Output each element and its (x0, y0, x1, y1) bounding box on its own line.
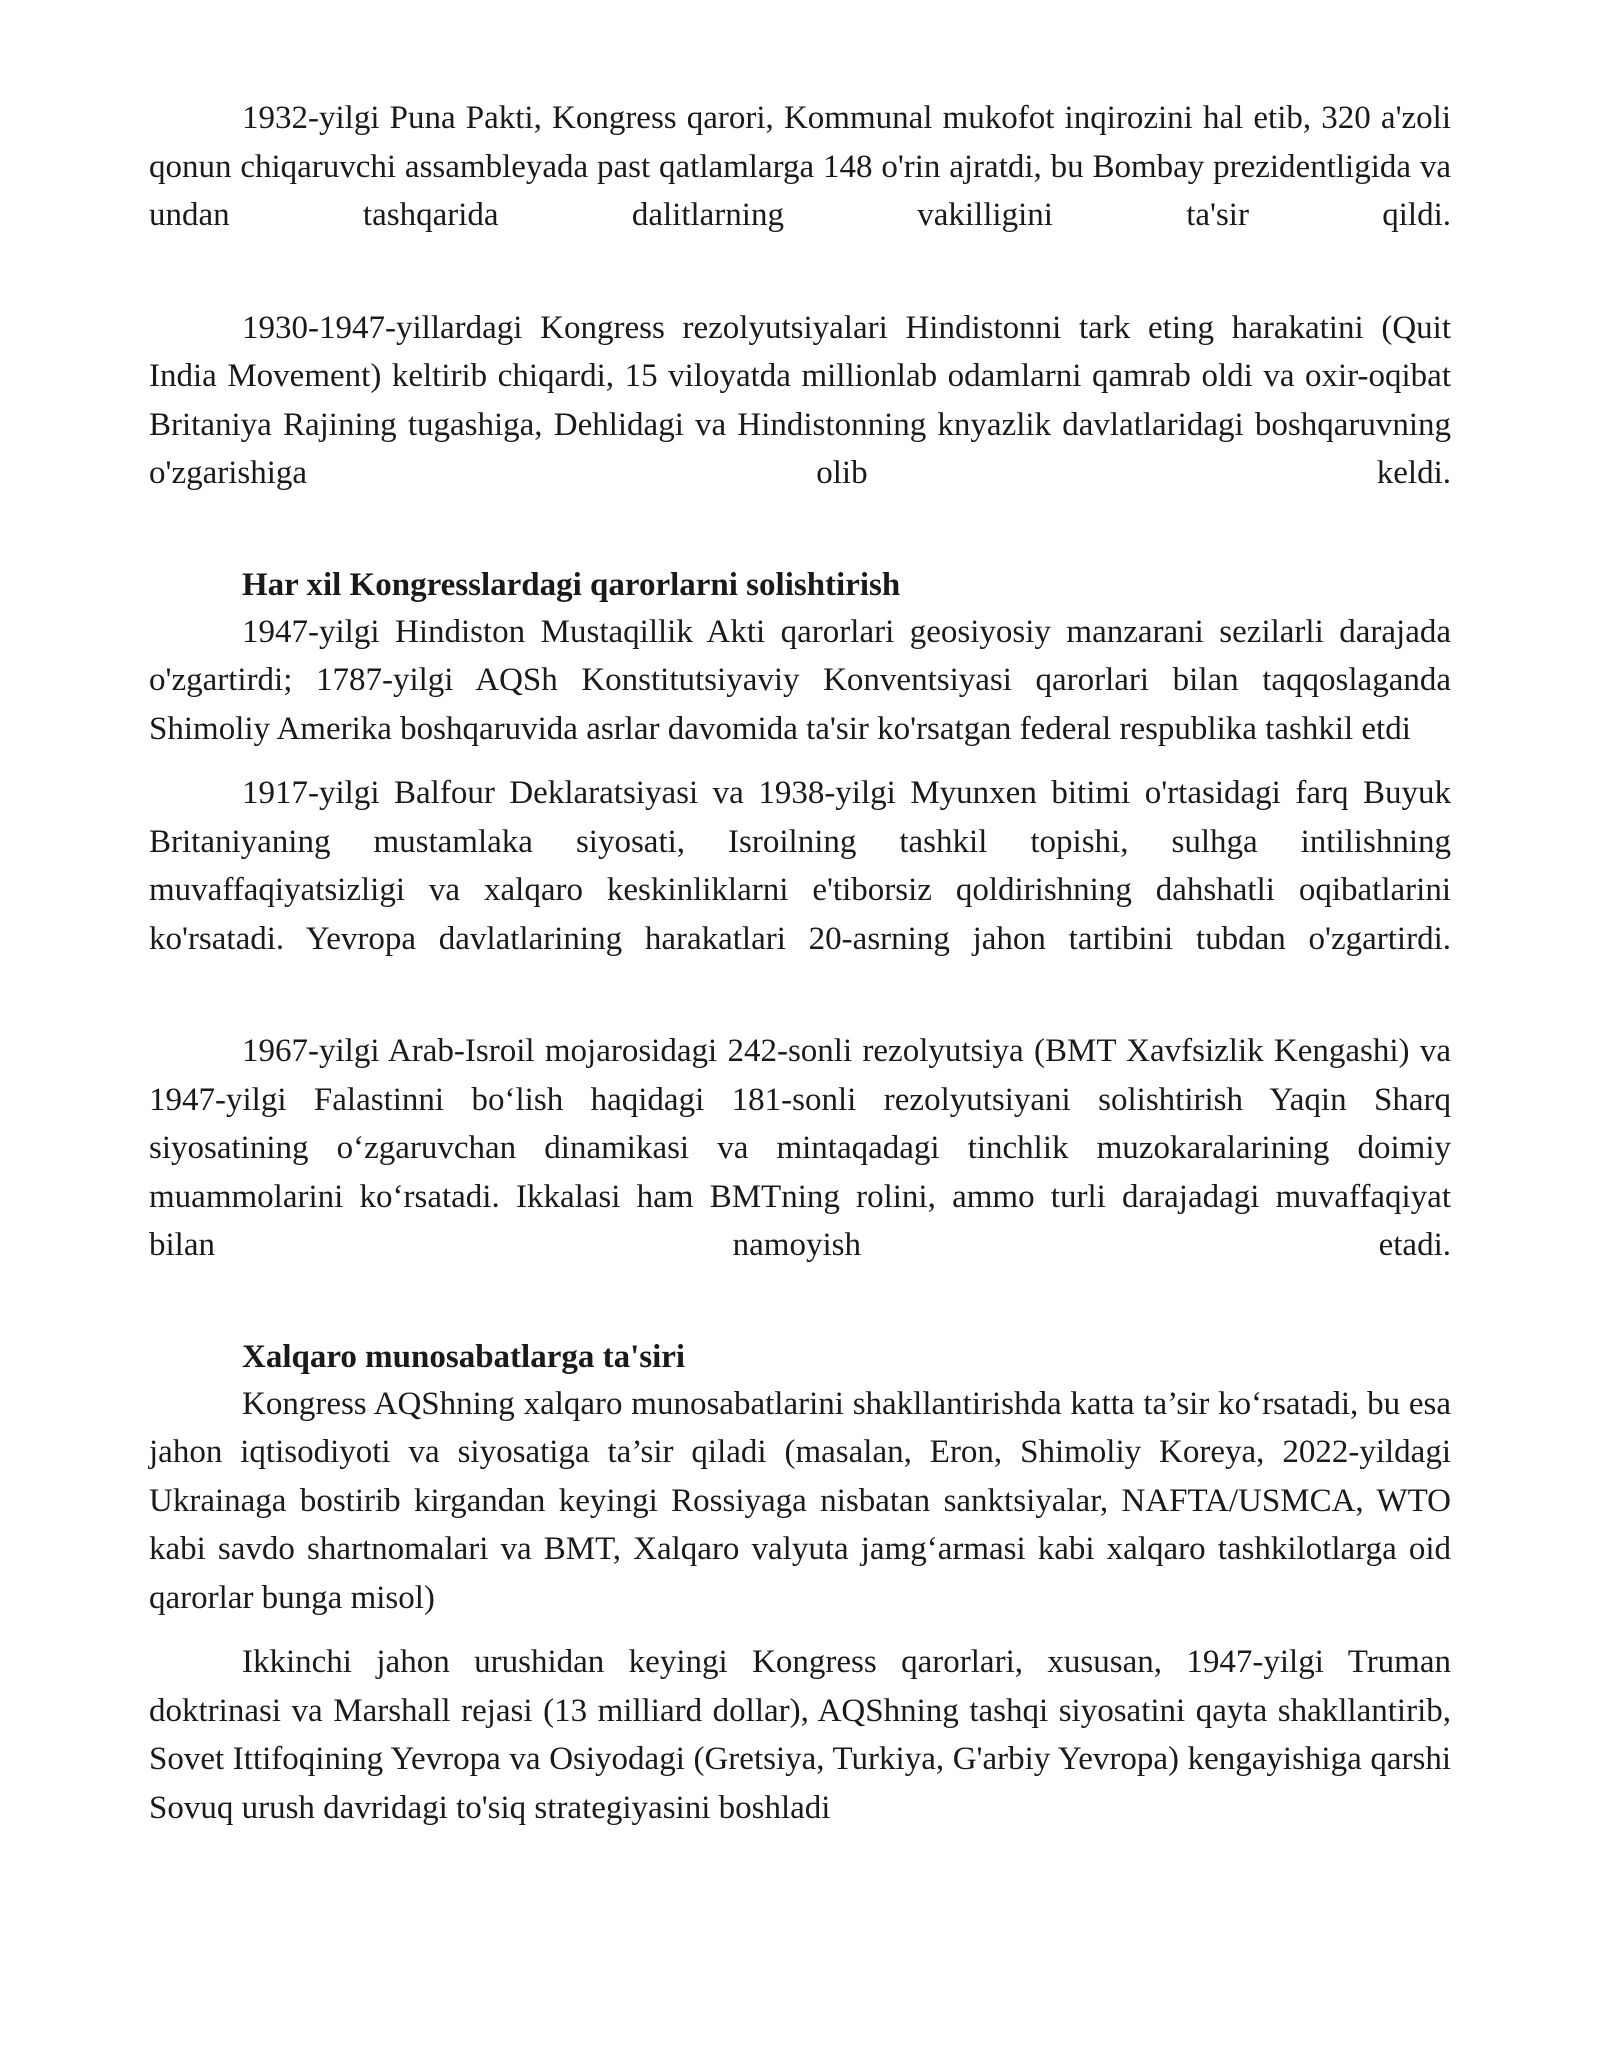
heading-comparison: Har xil Kongresslardagi qarorlarni solishtirish (242, 566, 901, 603)
paragraph-truman-marshall: Ikkinchi jahon urushidan keyingi Kongress qarorlari, xususan, 1947-yilgi Truman doktrinasi va Marshall rejasi (13 milliard dollar), AQShning tashqi siyosatini qayta shakllantirib, Sovet Ittifoqining Yevropa va Osiyodagi (Gretsiya, Turkiya, G'arbiy Yevropa) kengayishiga qarshi Sovuq urush davridagi to'siq strategiyasini boshladi (149, 1644, 1451, 1826)
heading-international-relations: Xalqaro munosabatlarga ta'siri (242, 1338, 686, 1375)
paragraph-resolution-242: 1967-yilgi Arab-Isroil mojarosidagi 242-sonli rezolyutsiya (BMT Xavfsizlik Kengashi) va 1947-yilgi Falastinni bo‘lish haqidagi 181-sonli rezolyutsiyani solishtirish Yaqin Sharq siyosatining o‘zgaruvchan dinamikasi va mintaqadagi tinchlik muzokaralarining doimiy muammolarini ko‘rsatadi. Ikkalasi ham BMTning rolini, ammo turli darajadagi muvaffaqiyat bilan namoyish etadi. (149, 1033, 1451, 1263)
paragraph-balfour-munich: 1917-yilgi Balfour Deklaratsiyasi va 1938-yilgi Myunxen bitimi o'rtasidagi farq Buyuk Britaniyaning mustamlaka siyosati, Isroilning tashkil topishi, sulhga intilishning muvaffaqiyatsizligi va xalqaro keskinliklarni e'tiborsiz qoldirishning dahshatli oqibatlarini ko'rsatadi. Yevropa davlatlarining harakatlari 20-asrning jahon tartibini tubdan o'zgartirdi. (149, 775, 1451, 957)
paragraph-independence-act: 1947-yilgi Hindiston Mustaqillik Akti qarorlari geosiyosiy manzarani sezilarli darajada o'zgartirdi; 1787-yilgi AQSh Konstitutsiyaviy Konventsiyasi qarorlari bilan taqqoslaganda Shimoliy Amerika boshqaruvida asrlar davomida ta'sir ko'rsatgan federal respublika tashkil etdi (149, 613, 1451, 747)
paragraph-quit-india: 1930-1947-yillardagi Kongress rezolyutsiyalari Hindistonni tark eting harakatini (Quit India Movement) keltirib chiqardi, 15 viloyatda millionlab odamlarni qamrab oldi va oxir-oqibat Britaniya Rajining tugashiga, Dehlidagi va Hindistonning knyazlik davlatlaridagi boshqaruvning o'zgarishiga olib keldi. (149, 309, 1451, 491)
paragraph-puna-pact: 1932-yilgi Puna Pakti, Kongress qarori, Kommunal mukofot inqirozini hal etib, 320 a'zoli qonun chiqaruvchi assambleyada past qatlamlarga 148 o'rin ajratdi, bu Bombay prezidentligida va undan tashqarida dalitlarning vakilligini ta'sir qildi. (149, 100, 1451, 233)
paragraph-congress-influence: Kongress AQShning xalqaro munosabatlarini shakllantirishda katta ta’sir ko‘rsatadi, bu esa jahon iqtisodiyoti va siyosatiga ta’sir qiladi (masalan, Eron, Shimoliy Koreya, 2022-yildagi Ukrainaga bostirib kirgandan keyingi Rossiyaga nisbatan sanktsiyalar, NAFTA/USMCA, WTO kabi savdo shartnomalari va BMT, Xalqaro valyuta jamg‘armasi kabi xalqaro tashkilotlarga oid qarorlar bunga misol) (149, 1385, 1451, 1616)
document-page (149, 94, 1451, 1832)
